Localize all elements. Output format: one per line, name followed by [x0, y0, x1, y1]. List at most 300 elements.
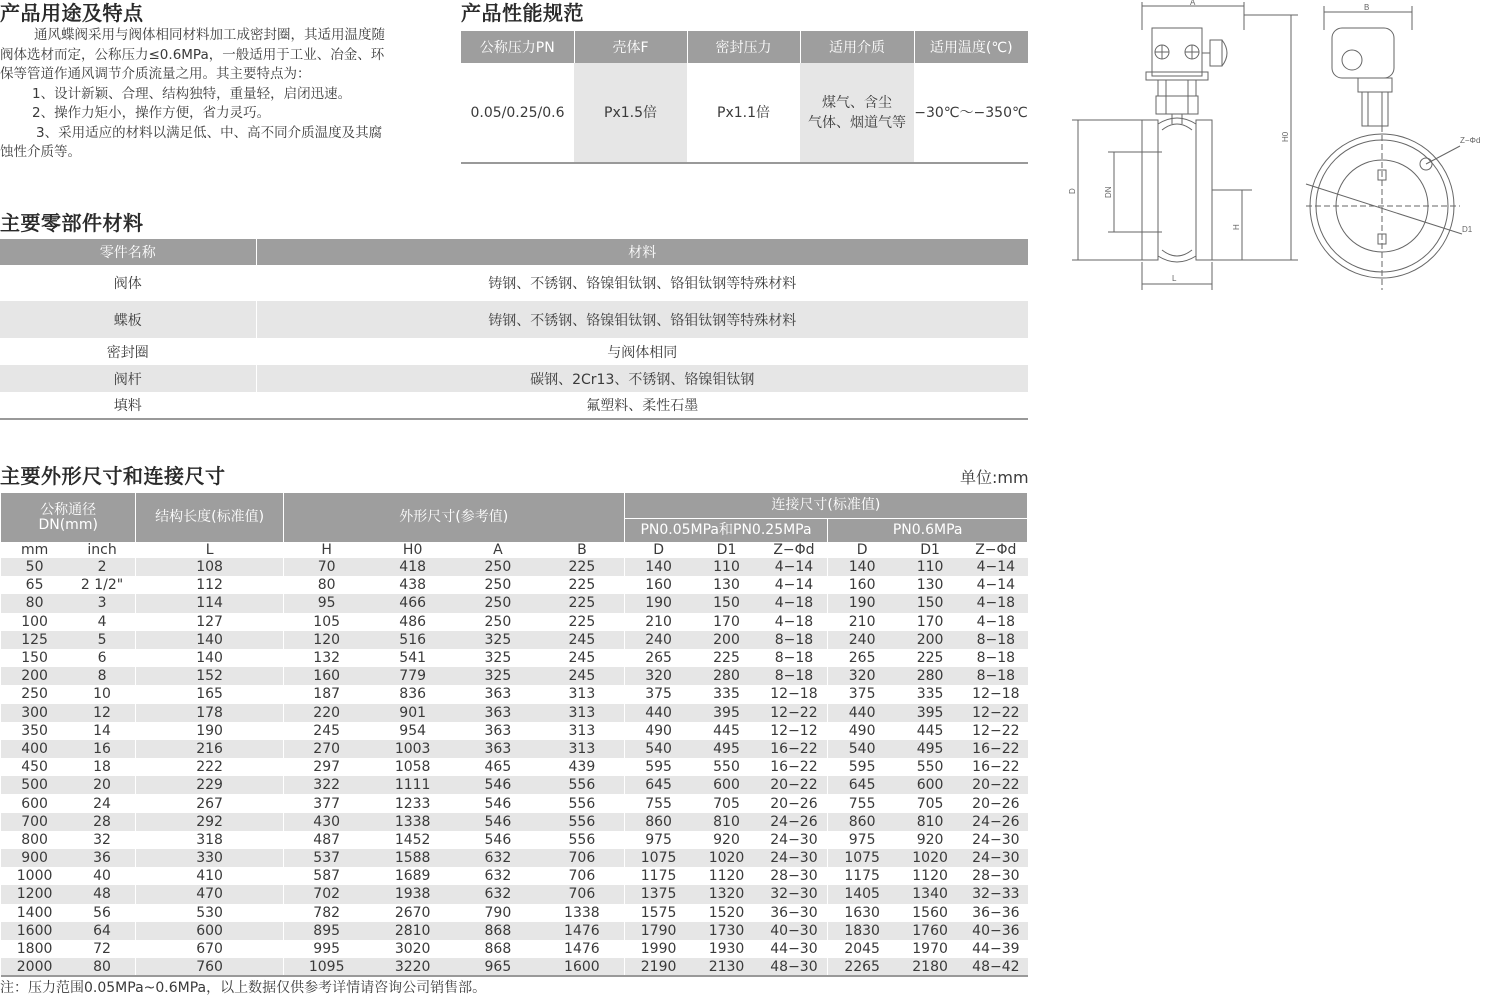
table-row: [1, 885, 1028, 903]
table-cell: 1020: [896, 849, 964, 867]
drawing-label: H: [1232, 224, 1241, 230]
table-cell: 225: [713, 650, 740, 667]
table-cell: 56: [93, 904, 111, 921]
table-cell: 165: [136, 685, 283, 703]
subheader-cell: B: [577, 542, 587, 558]
intro-line: 阀体选材而定，公称压力≤0.6MPa，一般适用于工业、冶金、环: [0, 46, 385, 63]
table-cell: 836: [399, 686, 427, 703]
table-cell: 901: [370, 704, 456, 722]
table-row: [1, 576, 1028, 594]
table-cell: 130: [916, 577, 944, 594]
table-cell: 1375: [624, 885, 692, 903]
table-cell: 954: [399, 722, 427, 739]
part-name: 填料: [0, 392, 256, 419]
table-cell: 110: [896, 558, 964, 576]
table-cell: 152: [136, 667, 283, 685]
drawing-label: DN: [1104, 186, 1113, 198]
table-cell: 170: [916, 613, 944, 630]
table-cell: 705: [916, 795, 944, 812]
table-cell: 10: [93, 686, 111, 703]
table-cell: 20−26: [770, 795, 818, 812]
table-cell: 32−33: [964, 885, 1027, 903]
table-cell: 265: [828, 649, 896, 667]
table-cell: 150: [692, 594, 760, 612]
table-cell: 600: [692, 776, 760, 794]
table-cell: 600: [21, 795, 48, 812]
table-cell: 1588: [370, 849, 456, 867]
table-cell: 178: [136, 704, 283, 722]
drawing-label: L: [1172, 274, 1177, 283]
table-cell: 325: [484, 650, 512, 667]
intro-text: [0, 26, 442, 163]
table-cell: 2190: [624, 958, 692, 976]
table-cell: 140: [136, 631, 283, 649]
part-name: 蝶板: [0, 301, 256, 338]
table-cell: 210: [828, 613, 896, 631]
table-cell: 292: [136, 813, 283, 831]
table-cell: 1730: [692, 922, 760, 940]
table-row: [1, 722, 1028, 740]
table-cell: 632: [484, 868, 512, 885]
table-cell: 20: [69, 776, 136, 794]
intro-line: 通风蝶阀采用与阀体相同材料加工成密封圈，其适用温度随: [34, 27, 385, 43]
subheader-cell: inch: [87, 542, 117, 558]
header-pn1: PN0.05MPa和PN0.25MPa: [624, 519, 828, 543]
table-cell: 1476: [540, 922, 624, 940]
header-length: 结构长度(标准值): [136, 493, 283, 543]
table-cell: 105: [283, 613, 369, 631]
table-cell: 4−14: [761, 558, 828, 576]
table-cell: 110: [692, 558, 760, 576]
table-cell: 16−22: [972, 759, 1020, 776]
table-cell: 445: [916, 722, 944, 739]
table-row: [1, 940, 1028, 958]
table-cell: 240: [828, 631, 896, 649]
subheader-cell: D1: [920, 542, 940, 558]
table-cell: 395: [896, 704, 964, 722]
table-cell: 190: [624, 594, 692, 612]
header-dn-line1: 公称通径: [40, 501, 97, 518]
table-cell: 800: [21, 831, 48, 848]
table-cell: 470: [136, 885, 283, 903]
table-cell: 1003: [370, 740, 456, 758]
table-cell: 12−22: [964, 704, 1027, 722]
subheader-row: [1, 543, 1028, 559]
table-cell: 375: [828, 685, 896, 703]
table-cell: 1938: [370, 885, 456, 903]
table-cell: 670: [136, 940, 283, 958]
table-cell: 160: [283, 667, 369, 685]
table-cell: 600: [136, 922, 283, 940]
table-cell: 755: [828, 794, 896, 812]
table-cell: 245: [568, 650, 596, 667]
table-cell: 108: [136, 558, 283, 576]
specs-table: [461, 31, 1028, 164]
table-cell: 12−18: [972, 686, 1020, 703]
table-cell: 810: [692, 813, 760, 831]
table-row: [1, 958, 1028, 976]
table-cell: 36−36: [972, 904, 1020, 921]
table-cell: 438: [399, 577, 427, 594]
table-cell: 418: [370, 558, 456, 576]
table-cell: 200: [896, 631, 964, 649]
table-cell: 65: [25, 577, 44, 594]
table-cell: 4−14: [774, 577, 814, 594]
table-cell: 440: [828, 704, 896, 722]
table-cell: 760: [136, 958, 283, 976]
table-cell: 16−22: [770, 759, 818, 776]
intro-line: 2、操作力矩小，操作方便，省力灵巧。: [32, 105, 271, 121]
table-cell: 125: [1, 631, 69, 649]
table-cell: 995: [283, 940, 369, 958]
table-cell: 14: [93, 722, 111, 739]
table-cell: 1476: [564, 941, 600, 958]
table-cell: 1930: [708, 941, 745, 958]
table-cell: 24−30: [761, 849, 828, 867]
table-cell: 245: [540, 667, 624, 685]
table-cell: 2130: [692, 958, 760, 976]
table-cell: 32−30: [761, 885, 828, 903]
spec-value: Px1.5倍: [574, 63, 687, 163]
table-cell: 216: [136, 740, 283, 758]
table-cell: 150: [21, 650, 48, 667]
table-cell: 190: [136, 722, 283, 740]
table-cell: 587: [283, 867, 369, 885]
table-cell: 868: [484, 941, 512, 958]
table-cell: 114: [136, 594, 283, 612]
subheader-cell: D: [624, 543, 692, 559]
table-cell: 1600: [1, 922, 69, 940]
drawing-label: D1: [1462, 225, 1473, 234]
table-cell: 1200: [1, 885, 69, 903]
table-cell: 24: [93, 795, 111, 812]
table-cell: 1020: [692, 849, 760, 867]
dims-title: 主要外形尺寸和连接尺寸: [0, 464, 226, 488]
table-row: [1, 613, 1028, 631]
table-cell: 313: [568, 686, 596, 703]
table-cell: 1175: [828, 867, 896, 885]
table-cell: 320: [624, 667, 692, 685]
table-cell: 190: [828, 594, 896, 612]
table-cell: 225: [540, 558, 624, 576]
table-cell: 250: [456, 594, 540, 612]
table-cell: 440: [624, 704, 692, 722]
table-cell: 2045: [828, 940, 896, 958]
table-cell: 920: [713, 831, 740, 848]
table-cell: 8−18: [964, 631, 1027, 649]
table-row: [1, 794, 1028, 812]
table-row: [1, 758, 1028, 776]
table-cell: 335: [916, 686, 944, 703]
table-cell: 546: [456, 776, 540, 794]
table-cell: 280: [896, 667, 964, 685]
parts-title: 主要零部件材料: [0, 211, 144, 235]
table-cell: 200: [692, 631, 760, 649]
table-cell: 313: [540, 704, 624, 722]
parts-table: [0, 239, 1028, 420]
table-cell: 1452: [394, 831, 431, 848]
table-cell: 4: [97, 613, 107, 630]
table-cell: 325: [456, 631, 540, 649]
spec-value: Px1.1倍: [687, 63, 800, 163]
valve-drawing: [1062, 0, 1492, 300]
table-cell: 24−26: [761, 813, 828, 831]
table-cell: 632: [456, 849, 540, 867]
table-cell: 1338: [370, 813, 456, 831]
table-cell: 140: [136, 649, 283, 667]
table-cell: 3220: [370, 958, 456, 976]
table-cell: 4−18: [964, 594, 1027, 612]
table-cell: 130: [713, 577, 740, 594]
table-cell: 210: [624, 613, 692, 631]
table-cell: 632: [456, 885, 540, 903]
table-cell: 450: [21, 759, 48, 776]
table-cell: 779: [370, 667, 456, 685]
table-cell: 363: [456, 704, 540, 722]
table-cell: 160: [828, 576, 896, 594]
table-cell: 2180: [896, 958, 964, 976]
table-cell: 20−22: [964, 776, 1027, 794]
intro-line: 蚀性介质等。: [0, 144, 81, 160]
table-cell: 1400: [16, 904, 53, 921]
table-cell: 516: [370, 631, 456, 649]
table-cell: 4−14: [964, 558, 1027, 576]
table-cell: 810: [896, 813, 964, 831]
table-cell: 445: [713, 722, 740, 739]
subheader-cell: Z−Φd: [975, 542, 1017, 558]
table-row: [1, 849, 1028, 867]
parts-header: 材料: [256, 239, 1028, 265]
intro-title: 产品用途及特点: [0, 1, 144, 25]
table-cell: 1320: [692, 885, 760, 903]
table-cell: 24−30: [770, 831, 818, 848]
table-cell: 2 1/2": [80, 577, 124, 594]
table-cell: 1760: [896, 922, 964, 940]
table-cell: 318: [136, 831, 283, 849]
table-cell: 44−30: [770, 941, 818, 958]
table-row: [1, 594, 1028, 612]
table-cell: 556: [540, 813, 624, 831]
table-cell: 1095: [283, 958, 369, 976]
table-cell: 1600: [540, 958, 624, 976]
table-cell: 72: [93, 941, 111, 958]
table-cell: 490: [828, 722, 896, 740]
table-cell: 706: [540, 885, 624, 903]
subheader-cell: D: [828, 543, 896, 559]
footnote: 注：压力范围0.05MPa~0.6MPa，以上数据仅供参考详情请咨询公司销售部。: [0, 980, 487, 995]
table-cell: 24−30: [964, 849, 1027, 867]
table-cell: 1575: [624, 904, 692, 922]
table-cell: 2000: [1, 958, 69, 976]
table-cell: 48: [69, 885, 136, 903]
table-cell: 225: [568, 613, 596, 630]
table-cell: 486: [399, 613, 427, 630]
table-cell: 28−30: [972, 868, 1020, 885]
table-cell: 20−22: [761, 776, 828, 794]
unit-label: 单位:mm: [960, 468, 1029, 487]
table-cell: 363: [484, 686, 512, 703]
table-cell: 265: [624, 649, 692, 667]
header-dn: [1, 493, 136, 543]
table-cell: 4−18: [976, 613, 1016, 630]
table-row: [1, 740, 1028, 758]
spec-header: 公称压力PN: [461, 31, 574, 63]
table-cell: 36: [69, 849, 136, 867]
table-cell: 645: [624, 776, 692, 794]
table-cell: 8−18: [774, 650, 814, 667]
table-cell: 2670: [394, 904, 431, 921]
table-cell: 540: [624, 740, 692, 758]
spec-header: 适用介质: [800, 31, 914, 63]
spec-header: 密封压力: [687, 31, 800, 63]
table-cell: 4−14: [976, 577, 1016, 594]
table-row: [1, 667, 1028, 685]
table-cell: 1175: [624, 867, 692, 885]
header-pn2: PN0.6MPa: [828, 519, 1028, 543]
table-cell: 1120: [912, 868, 948, 885]
table-cell: 2810: [370, 922, 456, 940]
table-cell: 140: [624, 558, 692, 576]
table-cell: 375: [624, 685, 692, 703]
table-cell: 40: [93, 868, 111, 885]
table-cell: 24−30: [972, 831, 1020, 848]
table-cell: 537: [283, 849, 369, 867]
table-cell: 100: [21, 613, 48, 630]
specs-title: 产品性能规范: [461, 1, 584, 25]
table-cell: 1075: [828, 849, 896, 867]
subheader-cell: L: [136, 543, 283, 559]
drawing-label: B: [1364, 3, 1370, 12]
table-cell: 12−12: [770, 722, 818, 739]
table-cell: 280: [692, 667, 760, 685]
part-material: 铸钢、不锈钢、铬镍钼钛钢、铬钼钛钢等特殊材料: [488, 276, 797, 292]
part-material: 碳钢、2Cr13、不锈钢、铬镍钼钛钢: [256, 365, 1028, 392]
table-cell: 229: [136, 776, 283, 794]
table-cell: 225: [916, 650, 944, 667]
table-cell: 12−22: [761, 704, 828, 722]
table-cell: 80: [69, 958, 136, 976]
table-row: [1, 649, 1028, 667]
subheader-cell: A: [493, 542, 503, 558]
table-cell: 313: [540, 740, 624, 758]
table-cell: 16−22: [964, 740, 1027, 758]
table-cell: 222: [136, 758, 283, 776]
table-cell: 400: [1, 740, 69, 758]
table-cell: 1830: [828, 922, 896, 940]
table-cell: 487: [283, 831, 369, 849]
table-cell: 3: [69, 594, 136, 612]
part-material: 铸钢、不锈钢、铬镍钼钛钢、铬钼钛钢等特殊材料: [256, 301, 1028, 338]
table-cell: 900: [1, 849, 69, 867]
table-cell: 3020: [394, 941, 431, 958]
table-cell: 965: [456, 958, 540, 976]
table-cell: 595: [828, 758, 896, 776]
table-cell: 8: [69, 667, 136, 685]
table-cell: 1689: [394, 868, 431, 885]
table-cell: 410: [136, 867, 283, 885]
table-cell: 860: [828, 813, 896, 831]
header-dn-line2: DN(mm): [38, 516, 98, 533]
spec-header: 适用温度(℃): [914, 31, 1028, 63]
table-cell: 200: [1, 667, 69, 685]
table-cell: 5: [69, 631, 136, 649]
table-cell: 782: [283, 904, 369, 922]
table-cell: 12: [69, 704, 136, 722]
table-cell: 24−26: [964, 813, 1027, 831]
table-cell: 363: [456, 740, 540, 758]
table-cell: 112: [136, 576, 283, 594]
table-cell: 1970: [912, 941, 948, 958]
table-cell: 550: [916, 759, 944, 776]
table-cell: 556: [568, 831, 596, 848]
table-cell: 895: [283, 922, 369, 940]
table-cell: 250: [456, 558, 540, 576]
table-cell: 1338: [564, 904, 600, 921]
table-cell: 395: [692, 704, 760, 722]
table-cell: 1630: [828, 904, 896, 922]
table-cell: 2265: [828, 958, 896, 976]
table-cell: 40−30: [761, 922, 828, 940]
subheader-cell: D1: [716, 542, 737, 558]
spec-medium-line: 气体、烟道气等: [808, 114, 906, 131]
table-cell: 95: [283, 594, 369, 612]
table-cell: 2: [69, 558, 136, 576]
drawing-label: H0: [1281, 131, 1290, 142]
table-cell: 439: [568, 759, 596, 776]
table-row: [1, 922, 1028, 940]
table-row: [1, 813, 1028, 831]
table-cell: 28: [69, 813, 136, 831]
table-cell: 170: [713, 613, 740, 630]
table-cell: 16−22: [761, 740, 828, 758]
intro-line: 3、采用适应的材料以满足低、中、高不同介质温度及其腐: [36, 124, 383, 141]
table-row: [1, 685, 1028, 703]
table-cell: 20−26: [972, 795, 1020, 812]
spec-value: −30℃～−350℃: [914, 63, 1028, 163]
table-cell: 300: [1, 704, 69, 722]
table-cell: 6: [97, 650, 107, 667]
table-cell: 8−18: [761, 667, 828, 685]
table-cell: 245: [283, 722, 369, 740]
table-cell: 322: [283, 776, 369, 794]
table-cell: 18: [93, 759, 111, 776]
table-cell: 705: [713, 795, 740, 812]
table-cell: 330: [136, 849, 283, 867]
table-cell: 250: [21, 686, 48, 703]
header-outer: 外形尺寸(参考值): [283, 493, 624, 543]
table-cell: 975: [624, 831, 692, 849]
table-cell: 270: [283, 740, 369, 758]
spec-value: 0.05/0.25/0.6: [461, 63, 574, 163]
subheader-cell: Z−Φd: [773, 542, 815, 558]
table-row: [1, 776, 1028, 794]
table-cell: 132: [283, 649, 369, 667]
table-cell: 4−18: [761, 594, 828, 612]
table-cell: 1405: [828, 885, 896, 903]
table-cell: 600: [896, 776, 964, 794]
table-cell: 64: [69, 922, 136, 940]
table-cell: 702: [283, 885, 369, 903]
table-cell: 1233: [394, 795, 431, 812]
part-material: 与阀体相同: [607, 344, 678, 361]
table-cell: 325: [456, 667, 540, 685]
table-cell: 48−42: [964, 958, 1027, 976]
table-cell: 495: [896, 740, 964, 758]
table-cell: 1520: [708, 904, 745, 921]
part-name: 阀杆: [0, 365, 256, 392]
table-cell: 868: [456, 922, 540, 940]
table-cell: 546: [456, 813, 540, 831]
